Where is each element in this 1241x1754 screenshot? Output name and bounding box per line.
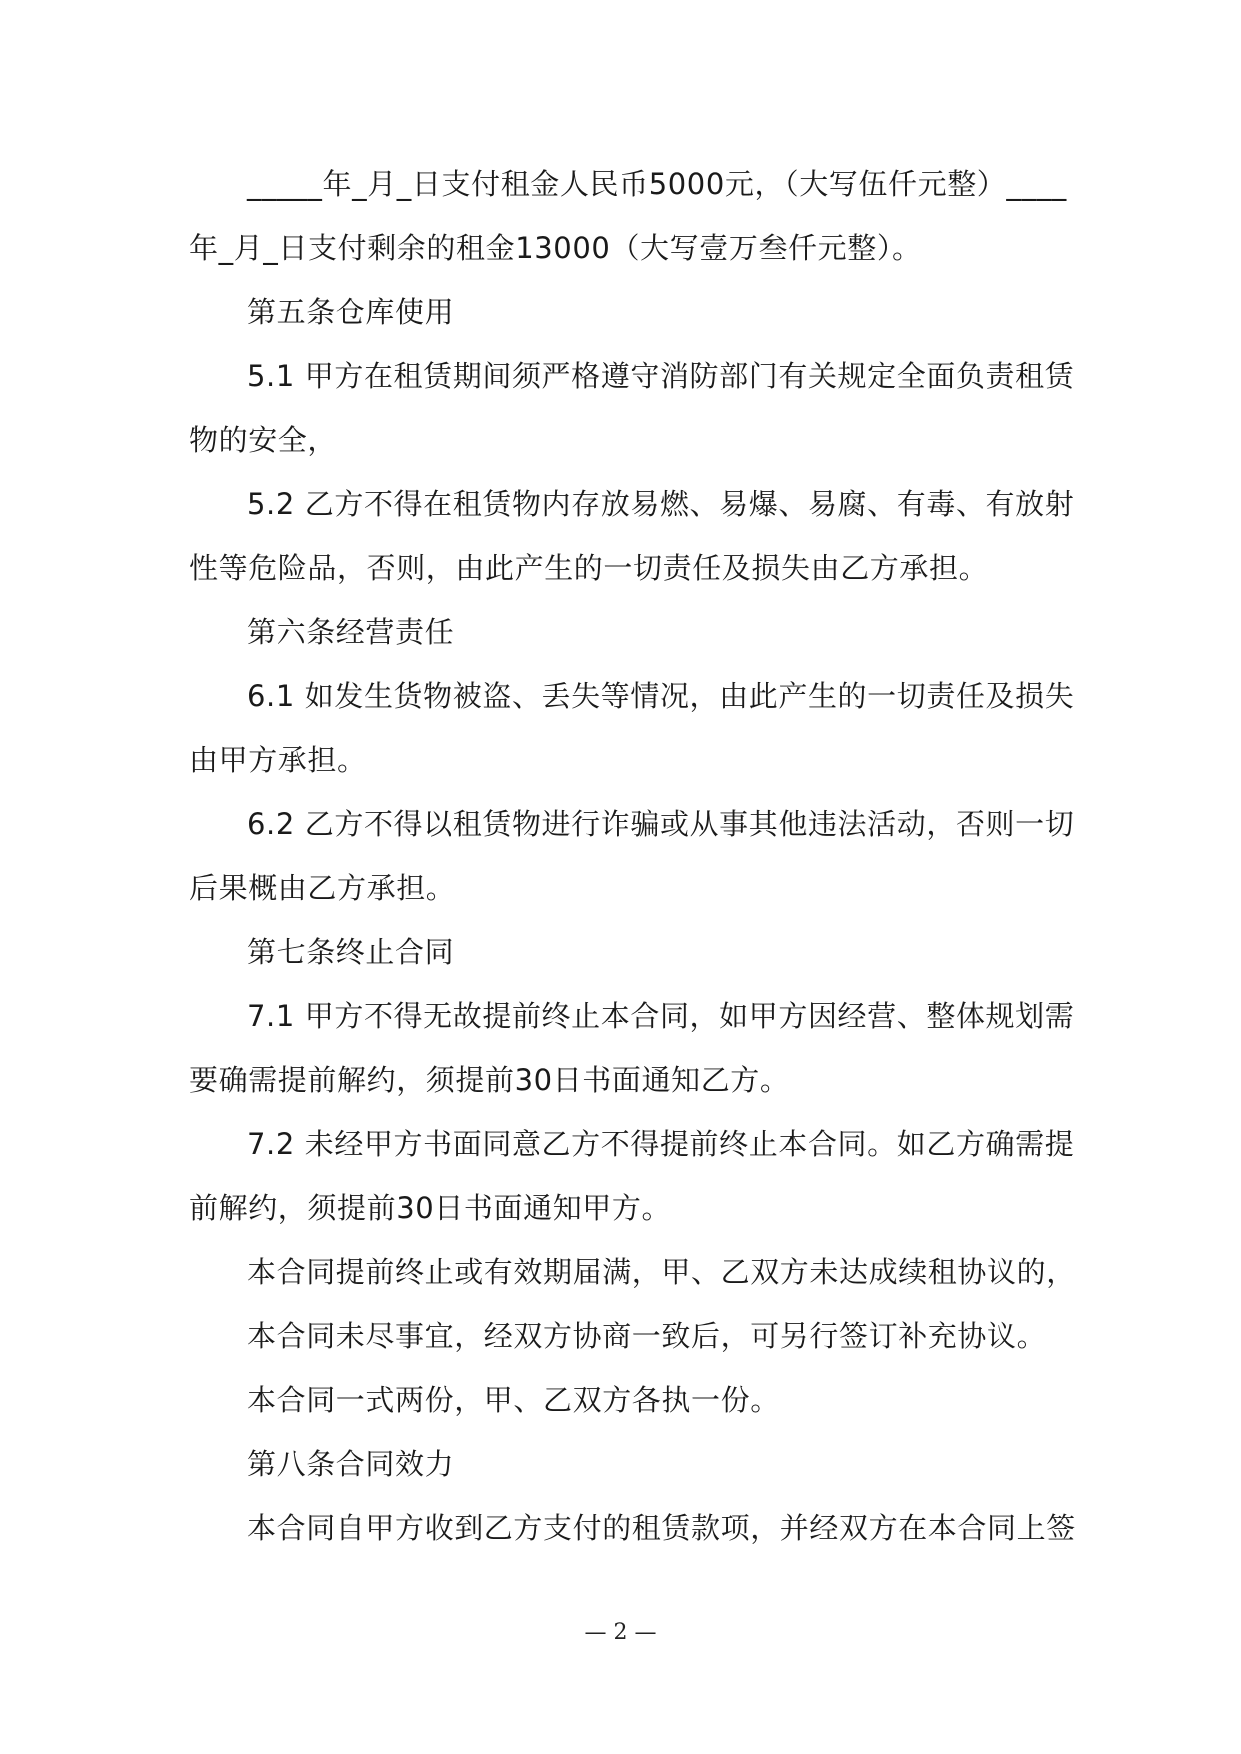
supplementary-paragraph: 本合同未尽事宜，经双方协商一致后，可另行签订补充协议。: [247, 1319, 1047, 1353]
clause-7-1-line-2: 要确需提前解约，须提前30日书面通知乙方。: [189, 1063, 790, 1097]
clause-6-1-line-1: 6.1 如发生货物被盗、丢失等情况，由此产生的一切责任及损失: [247, 679, 1075, 713]
clause-5-1-line-1: 5.1 甲方在租赁期间须严格遵守消防部门有关规定全面负责租赁: [247, 359, 1075, 393]
section-8-heading: 第八条合同效力: [247, 1447, 455, 1481]
clause-7-2-line-1: 7.2 未经甲方书面同意乙方不得提前终止本合同。如乙方确需提: [247, 1127, 1075, 1161]
payment-schedule-line-2: 年_月_日支付剩余的租金13000（大写壹万叁仟元整）。: [189, 231, 922, 265]
clause-7-1-line-1: 7.1 甲方不得无故提前终止本合同，如甲方因经营、整体规划需: [247, 999, 1075, 1033]
clause-6-2-line-2: 后果概由乙方承担。: [189, 871, 456, 905]
clause-5-2-line-1: 5.2 乙方不得在租赁物内存放易燃、易爆、易腐、有毒、有放射: [247, 487, 1075, 521]
copies-paragraph: 本合同一式两份，甲、乙双方各执一份。: [247, 1383, 780, 1417]
clause-6-2-line-1: 6.2 乙方不得以租赁物进行诈骗或从事其他违法活动，否则一切: [247, 807, 1075, 841]
clause-8-line-1: 本合同自甲方收到乙方支付的租赁款项，并经双方在本合同上签: [247, 1511, 1076, 1545]
clause-6-1-line-2: 由甲方承担。: [189, 743, 367, 777]
clause-7-2-line-2: 前解约，须提前30日书面通知甲方。: [189, 1191, 672, 1225]
clause-5-2-line-2: 性等危险品，否则，由此产生的一切责任及损失由乙方承担。: [189, 551, 989, 585]
termination-paragraph: 本合同提前终止或有效期届满，甲、乙双方未达成续租协议的，: [247, 1255, 1076, 1289]
section-5-heading: 第五条仓库使用: [247, 295, 455, 329]
clause-5-1-line-2: 物的安全，: [189, 423, 338, 457]
page-number: — 2 —: [584, 1620, 657, 1645]
section-6-heading: 第六条经营责任: [247, 615, 455, 649]
section-7-heading: 第七条终止合同: [247, 935, 455, 969]
payment-schedule-line-1: _____年_月_日支付租金人民币5000元，（大写伍仟元整）____: [247, 167, 1067, 201]
